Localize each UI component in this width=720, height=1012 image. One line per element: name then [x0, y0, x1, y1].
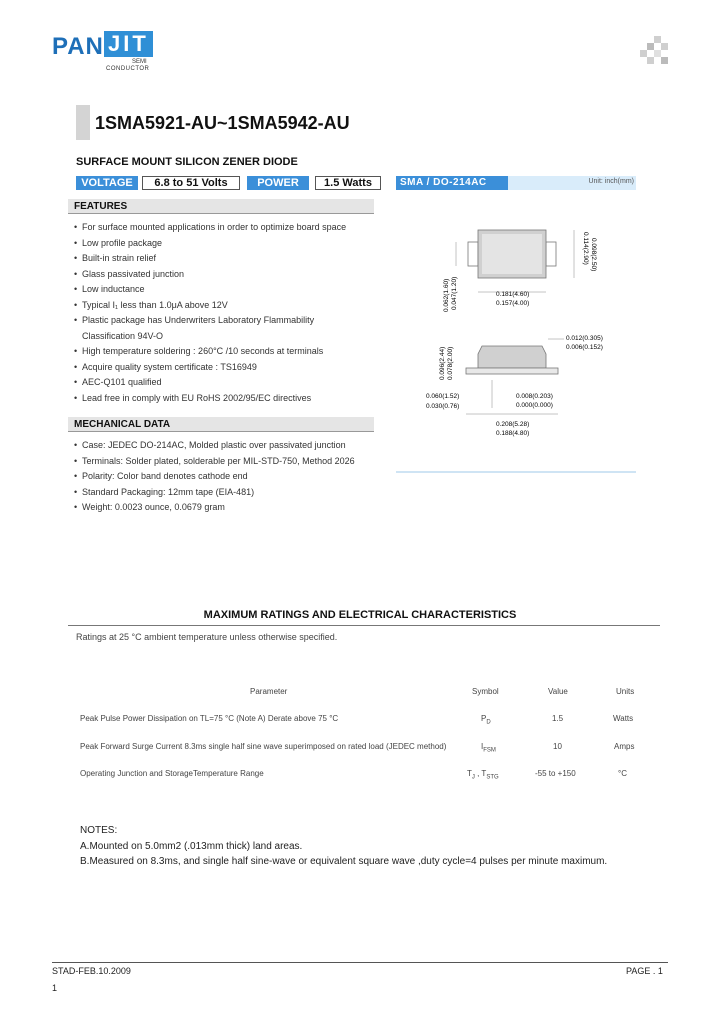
- list-item: • Weight: 0.0023 ounce, 0.0679 gram: [74, 500, 355, 516]
- dim-text: 0.181(4.60): [496, 291, 530, 298]
- power-value: 1.5 Watts: [315, 176, 381, 190]
- header-symbol: Symbol: [472, 687, 499, 696]
- list-item: • Low inductance: [74, 282, 346, 298]
- footer-rule: [52, 962, 668, 963]
- voltage-value: 6.8 to 51 Volts: [142, 176, 240, 190]
- dim-text: 0.208(5.28): [496, 421, 530, 428]
- logo-semi-text: SEMI: [132, 59, 147, 65]
- list-item: • Lead free in comply with EU RoHS 2002/95/EC directives: [74, 391, 346, 407]
- row-units: °C: [618, 769, 627, 778]
- features-list: [74, 220, 346, 406]
- row-value: -55 to +150: [535, 769, 576, 778]
- dim-text: 0.062(1.60): [443, 278, 450, 312]
- row-symbol: $I_{FSM}$: [481, 742, 496, 754]
- voltage-label: VOLTAGE: [76, 176, 138, 190]
- page-subtitle: SURFACE MOUNT SILICON ZENER DIODE: [76, 156, 298, 168]
- note-b: B.Measured on 8.3ms, and single half sine-wave or equivalent square wave ,duty cycle=4 pulses per minute maximum.: [80, 856, 608, 867]
- dim-text: 0.157(4.00): [496, 300, 530, 307]
- row-units: Watts: [613, 714, 634, 723]
- row-parameter: Operating Junction and StorageTemperature Range: [80, 769, 264, 778]
- dim-text: 0.098(2.50): [590, 238, 597, 272]
- list-item: • Glass passivated junction: [74, 267, 346, 283]
- dim-text: 0.030(0.76): [426, 403, 460, 410]
- dim-text: 0.188(4.80): [496, 430, 530, 437]
- row-units: Amps: [614, 742, 635, 751]
- list-item: • Polarity: Color band denotes cathode end: [74, 469, 355, 485]
- dim-text: 0.096(2.44): [439, 346, 446, 380]
- package-label: SMA / DO-214AC: [396, 176, 508, 190]
- row-parameter: Peak Forward Surge Current 8.3ms single half sine wave superimposed on rated load (JEDEC method): [80, 742, 447, 751]
- title-accent-bar: [76, 105, 90, 140]
- row-value: 10: [553, 742, 562, 751]
- note-a: A.Mounted on 5.0mm2 (.013mm thick) land areas.: [80, 840, 303, 852]
- footer-date: STAD-FEB.10.2009: [52, 966, 131, 976]
- package-drawing: [396, 192, 636, 474]
- dim-text: 0.114(2.90): [582, 232, 589, 265]
- top-view-outline: [468, 230, 556, 278]
- dim-text: 0.012(0.305): [566, 335, 603, 342]
- header-value: Value: [548, 687, 568, 696]
- list-item: • Terminals: Solder plated, solderable per MIL-STD-750, Method 2026: [74, 454, 355, 470]
- header-units: Units: [616, 687, 635, 696]
- header-parameter: Parameter: [250, 687, 288, 696]
- features-heading: FEATURES: [68, 199, 374, 214]
- list-item: • For surface mounted applications in order to optimize board space: [74, 220, 346, 236]
- list-item: • Case: JEDEC DO-214AC, Molded plastic over passivated junction: [74, 438, 355, 454]
- logo-pan-text: PAN: [52, 33, 104, 60]
- ratings-title: MAXIMUM RATINGS AND ELECTRICAL CHARACTERISTICS: [203, 609, 517, 621]
- list-item: • AEC-Q101 qualified: [74, 375, 346, 391]
- dim-text: 0.078(2.00): [447, 346, 454, 380]
- list-item: • Standard Packaging: 12mm tape (EIA-481): [74, 485, 355, 501]
- side-view-outline: [466, 346, 558, 374]
- list-item: • Typical I₁ less than 1.0μA above 12V: [74, 298, 346, 314]
- dim-text: 0.000(0.000): [516, 402, 553, 409]
- list-item: • Acquire quality system certificate : TS16949: [74, 360, 346, 376]
- power-label: POWER: [247, 176, 309, 190]
- row-symbol: $T_J$ , $T_{STG}$: [467, 769, 499, 781]
- footer-number: 1: [52, 983, 58, 993]
- dim-text: 0.008(0.203): [516, 393, 553, 400]
- notes-block: [80, 823, 607, 870]
- mechanical-heading: MECHANICAL DATA: [68, 417, 374, 432]
- dim-text: 0.060(1.52): [426, 393, 460, 400]
- row-parameter: Peak Pulse Power Dissipation on TL=75 °C (Note A) Derate above 75 °C: [80, 714, 339, 723]
- logo-jit-text: JIT: [104, 31, 153, 57]
- corner-pattern-icon: [640, 36, 668, 64]
- page-title: 1SMA5921-AU~1SMA5942-AU: [95, 113, 350, 133]
- list-item-continued: Classification 94V-O: [82, 330, 164, 341]
- package-unit: Unit: inch(mm): [588, 178, 634, 185]
- row-value: 1.5: [552, 714, 564, 723]
- mechanical-list: [74, 438, 355, 516]
- logo-conductor-text: CONDUCTOR: [106, 66, 150, 72]
- dim-text: 0.047(1.20): [451, 276, 458, 310]
- list-item: • Plastic package has Underwriters Laboratory Flammability: [74, 313, 346, 329]
- list-item: • Low profile package: [74, 236, 346, 252]
- ratings-rule: [68, 625, 660, 626]
- list-item: • Built-in strain relief: [74, 251, 346, 267]
- row-symbol: $P_D$: [481, 714, 491, 726]
- notes-heading: NOTES:: [80, 825, 118, 836]
- footer-page: PAGE . 1: [626, 966, 663, 976]
- ratings-note: Ratings at 25 °C ambient temperature unless otherwise specified.: [76, 632, 338, 642]
- list-item: • High temperature soldering : 260°C /10 seconds at terminals: [74, 344, 346, 360]
- dim-text: 0.006(0.152): [566, 344, 603, 351]
